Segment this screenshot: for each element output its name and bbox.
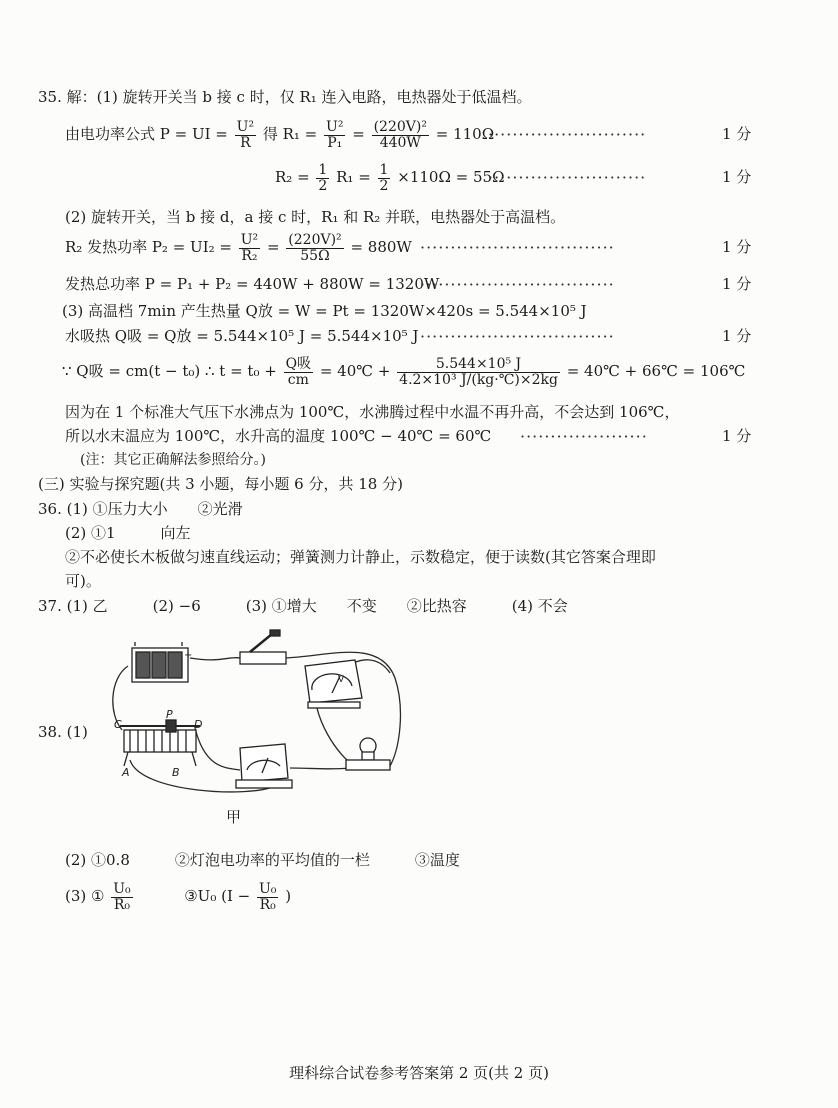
figure-caption: 甲 [226, 808, 242, 826]
dot-leader: ································ [420, 238, 615, 257]
text: (3) ① [65, 887, 105, 905]
text: R₂ = [275, 168, 315, 186]
text: ×110Ω = 55Ω [397, 168, 505, 186]
denominator: cm [287, 371, 309, 388]
q35-line-8: 因为在 1 个标准大气压下水沸点为 100℃，水沸腾过程中水温不再升高，不会达到 106℃， [65, 403, 680, 421]
fraction [316, 163, 329, 194]
fraction [111, 882, 132, 913]
numerator: U₀ [113, 880, 131, 897]
numerator: 5.544×10⁵ J [397, 357, 560, 373]
ammeter-icon [236, 744, 292, 788]
q35-formula-line-1: 由电功率公式 P = UI = $\frac{\text{U²}}{R}$ 得 R₁ = $\frac{\text{U²}}{\text{P₁}}$ = $\frac{\text{(220V)²}}{440W}$ = 110Ω [65, 118, 495, 151]
numerator: U₀ [259, 880, 277, 897]
fraction [372, 120, 429, 151]
denominator: P₁ [327, 134, 343, 151]
q35-heading: 35. 解：(1) 旋转开关当 b 接 c 时，仅 R₁ 连入电路，电热器处于低温档。 [38, 88, 532, 106]
fraction [378, 163, 391, 194]
numerator: U² [240, 231, 259, 248]
fraction [286, 233, 343, 264]
denominator: R₂ [241, 247, 258, 264]
numerator: 1 [379, 161, 389, 178]
rheostat-terminal-a: A [122, 766, 130, 779]
denominator: R₀ [259, 896, 276, 913]
fraction [235, 120, 256, 151]
rheostat-terminal-d: D [194, 718, 203, 731]
q35-line-4: 发热总功率 P = P₁ + P₂ = 440W + 880W = 1320W [65, 275, 440, 293]
score: 1 分 [722, 427, 752, 445]
text: = 40℃ + 66℃ = 106℃ [566, 362, 746, 380]
q35-line-9: 所以水末温应为 100℃，水升高的温度 100℃ − 40℃ = 60℃ [65, 427, 492, 445]
text: ∵ Q吸 = cm(t − t₀) ∴ t = t₀ + [62, 362, 282, 380]
denominator: R [240, 134, 251, 151]
numerator: U² [236, 118, 255, 135]
text: R₂ 发热功率 P₂ = UI₂ = [65, 238, 237, 256]
rheostat-terminal-b: B [172, 766, 180, 779]
numerator: 1 [318, 161, 328, 178]
score: 1 分 [722, 275, 752, 293]
voltmeter-icon [305, 660, 362, 708]
fraction [284, 357, 313, 388]
q35-formula-line-3: R₂ 发热功率 P₂ = UI₂ = $\frac{\text{U²}}{\text{R₂}}$ = $\frac{\text{(220V)²}}{55\Omega}$ = 880W [65, 231, 412, 264]
circuit-diagram [100, 618, 430, 818]
q36-line-4: 可)。 [65, 572, 101, 590]
q36-line-1: 36. (1) ①压力大小 ②光滑 [38, 500, 243, 518]
lamp-icon [346, 738, 390, 770]
rheostat-terminal-c: C [114, 718, 122, 731]
text: 得 R₁ = [262, 125, 323, 143]
score: 1 分 [722, 238, 752, 256]
text: ) [285, 887, 292, 905]
q37-line-1: 37. (1) 乙 (2) −6 (3) ①增大 不变 ②比热容 (4) 不会 [38, 597, 568, 615]
denominator: 440W [379, 134, 421, 151]
switch-icon [240, 630, 286, 664]
voltmeter-label: V [338, 675, 345, 685]
wire [195, 728, 240, 770]
wire [190, 658, 240, 660]
dot-leader: ································ [420, 275, 615, 294]
section-3-heading: (三) 实验与探究题(共 3 小题，每小题 6 分，共 18 分) [38, 475, 403, 493]
fraction [239, 233, 260, 264]
fraction [397, 357, 560, 388]
denominator: 2 [318, 177, 328, 194]
text: R₁ = [336, 168, 376, 186]
numerator: (220V)² [288, 231, 342, 248]
q38-label: 38. (1) [38, 723, 88, 741]
rheostat-icon [120, 718, 203, 766]
q35-part3-line: (3) 高温档 7min 产生热量 Q放 = W = Pt = 1320W×420s = 5.544×10⁵ J [62, 302, 587, 320]
text: = 880W [350, 238, 412, 256]
q35-line-6: 水吸热 Q吸 = Q放 = 5.544×10⁵ J = 5.544×10⁵ J [65, 327, 419, 345]
numerator: (220V)² [373, 118, 427, 135]
q38-line-2: (2) ①0.8 ②灯泡电功率的平均值的一栏 ③温度 [65, 851, 460, 869]
denominator: R₀ [113, 896, 131, 913]
text: = 40℃ + [319, 362, 396, 380]
numerator: Q吸 [285, 355, 312, 372]
score: 1 分 [722, 168, 752, 186]
q35-formula-line-2 [275, 160, 505, 194]
numerator: U² [326, 118, 344, 135]
score: 1 分 [722, 125, 752, 143]
text: = 110Ω [435, 125, 495, 143]
dot-leader: ·························· [488, 125, 647, 144]
q35-part2-heading: (2) 旋转开关，当 b 接 d，a 接 c 时，R₁ 和 R₂ 并联，电热器处于高温档。 [65, 208, 566, 226]
wire [290, 768, 350, 769]
text: ③U₀ (I − [184, 887, 255, 905]
q38-line-3 [65, 876, 291, 916]
q35-note: (注：其它正确解法参照给分。) [80, 452, 266, 468]
q36-line-3: ②不必使长木板做匀速直线运动；弹簧测力计静止，示数稳定，便于读数(其它答案合理即 [65, 548, 656, 566]
dot-leader: ·························· [488, 168, 647, 187]
q36-line-2: (2) ①1 向左 [65, 524, 191, 542]
battery-icon [132, 642, 188, 682]
dot-leader: ································ [420, 327, 615, 346]
battery-plus-label: + [184, 650, 193, 661]
q35-formula-line-7 [62, 353, 745, 389]
text: 由电功率公式 P = UI = [65, 125, 233, 143]
denominator: 4.2×10³ J/(kg·℃)×2kg [399, 371, 558, 388]
fraction [324, 120, 345, 151]
denominator: 55Ω [300, 247, 330, 264]
page-footer: 理科综合试卷参考答案第 2 页(共 2 页) [289, 1064, 549, 1082]
score: 1 分 [722, 327, 752, 345]
denominator: 2 [379, 177, 389, 194]
dot-leader: ····················· [520, 427, 648, 446]
fraction [257, 882, 278, 913]
rheostat-slider-p: P [166, 708, 173, 721]
